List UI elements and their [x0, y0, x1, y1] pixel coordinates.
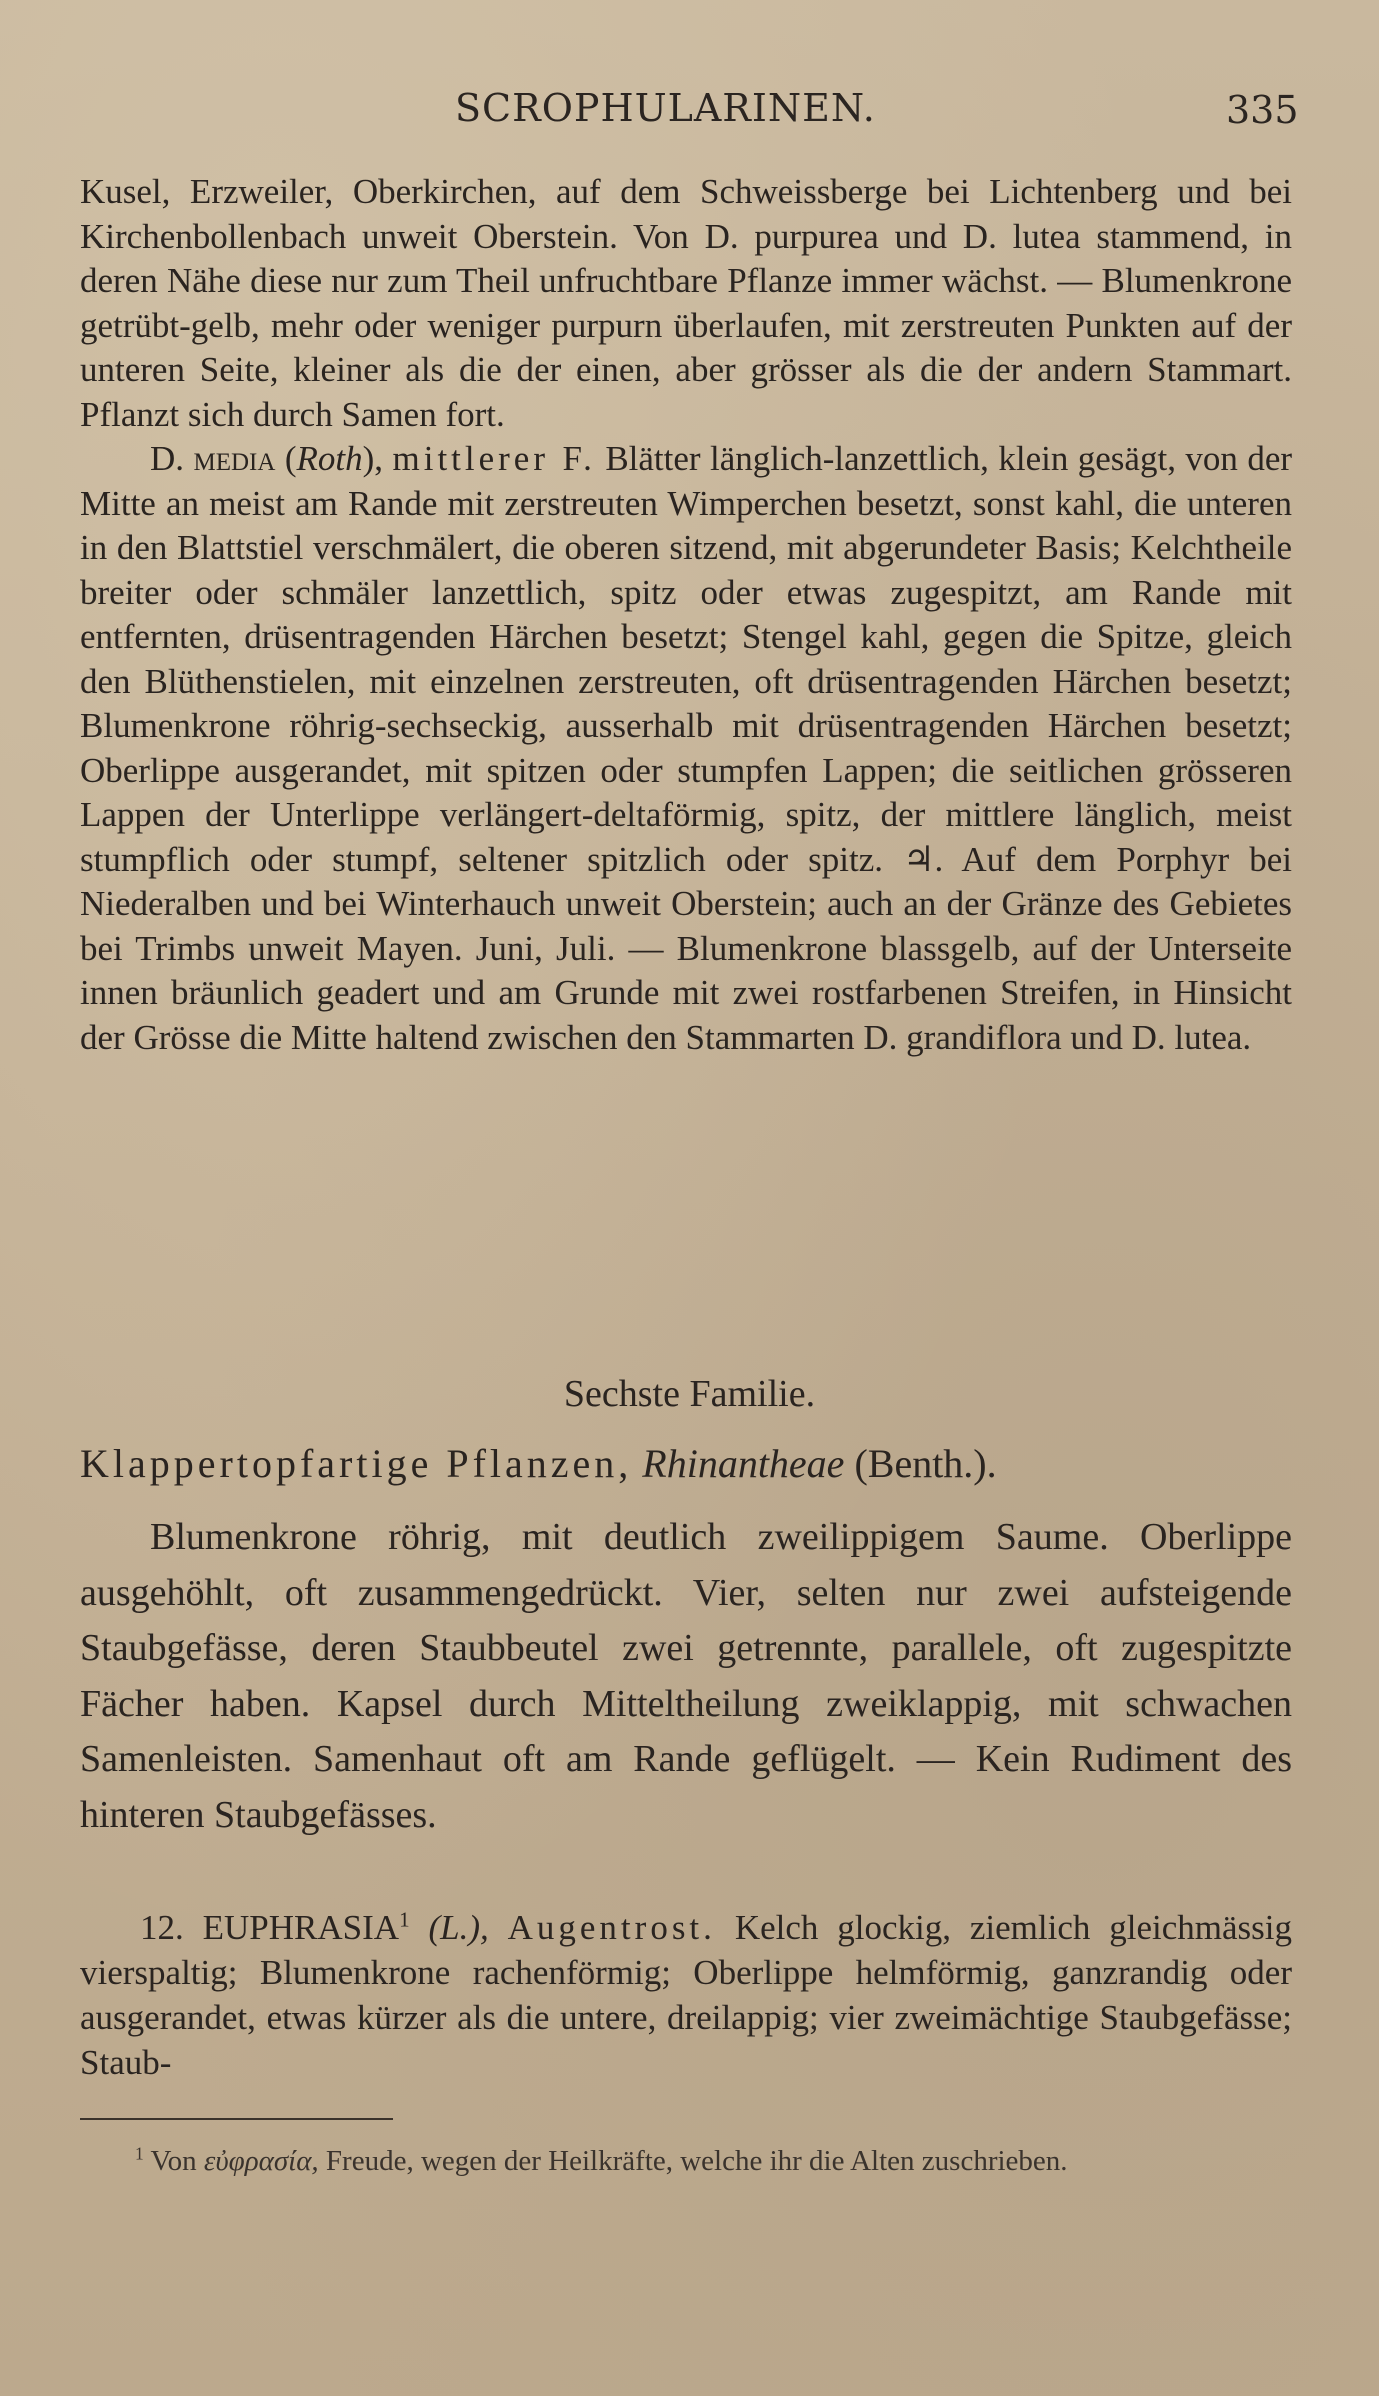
page-number: 335	[1226, 88, 1299, 132]
family-description-text: Blumenkrone röhrig, mit deutlich zweilippigem Saume. Oberlippe ausgehöhlt, oft zusammengedrückt. Vier, selten nur zwei aufsteigende Staubgefässe, deren Staubbeutel zwei getrennte, parallele, oft zugespitzte Fächer haben. Kapsel durch Mitteltheilung zweiklappig, mit schwachen Samenleisten. Samenhaut oft am Rande geflügelt. — Kein Rudiment des hinteren Staubgefässes.	[80, 1516, 1292, 1836]
species-name: media	[193, 439, 276, 478]
continued-species-text	[80, 170, 1292, 1060]
running-title: SCROPHULARINEN.	[455, 86, 876, 130]
family-latin-name: Rhinantheae	[642, 1441, 845, 1486]
family-heading: Sechste Familie.	[563, 1373, 816, 1415]
paragraph-hybrid-description: Kusel, Erzweiler, Oberkirchen, auf dem Schweissberge bei Lichtenberg und bei Kirchenbollenbach unweit Oberstein. Von D. purpurea und D. lutea stammend, in deren Nähe diese nur zum Theil unfruchtbare Pflanze immer wächst. — Blumenkrone getrübt-gelb, mehr oder weniger purpurn überlaufen, mit zerstreuten Punkten auf der unteren Seite, kleiner als die der einen, aber grösser als die der andern Stammart. Pflanzt sich durch Samen fort.	[80, 172, 1292, 434]
species-author: Roth	[296, 439, 363, 478]
footnote-divider	[80, 2118, 393, 2120]
footnote-reference: 1	[399, 1907, 410, 1932]
family-name-line	[80, 1440, 1310, 1487]
family-description	[80, 1510, 1292, 1843]
footnote	[80, 2140, 1292, 2182]
species-description: Blätter länglich-lanzettlich, klein gesägt, von der Mitte an meist am Rande mit zerstreuten Wimperchen besetzt, sonst kahl, die unteren in den Blattstiel verschmälert, die oberen sitzend, mit abgerundeter Basis; Kelchtheile breiter oder schmäler lanzettlich, spitz oder etwas zugespitzt, am Rande mit entfernten, drüsentragenden Härchen besetzt; Stengel kahl, gegen die Spitze, gleich den Blüthenstielen, mit einzelnen zerstreuten, oft drüsentragenden Härchen besetzt; Blumenkrone röhrig-sechseckig, ausserhalb mit drüsentragenden Härchen besetzt; Oberlippe ausgerandet, mit spitzen oder stumpfen Lappen; die seitlichen grösseren Lappen der Unterlippe verlängert-deltaförmig, spitz, der mittlere länglich, meist stumpflich oder stumpf, seltener spitzlich oder spitz. ♃. Auf dem Porphyr bei Niederalben und bei Winterhauch unweit Oberstein; auch an der Gränze des Gebietes bei Trimbs unweit Mayen. Juni, Juli. — Blumenkrone blassgelb, auf der Unterseite innen bräunlich geadert und am Grunde mit zwei rostfarbenen Streifen, in Hinsicht der Grösse die Mitte haltend zwischen den Stammarten D. grandiflora und D. lutea.	[80, 439, 1293, 1057]
genus-paragraph	[80, 1905, 1292, 2085]
genus-common-name: Augentrost.	[507, 1908, 716, 1947]
common-name: mittlerer F.	[392, 439, 596, 478]
genus-author: (L.),	[428, 1908, 489, 1947]
genus-abbrev: D.	[150, 439, 185, 478]
footnote-greek-word: εὐφρασία,	[203, 2145, 319, 2177]
footnote-explanation: Freude, wegen der Heilkräfte, welche ihr die Alten zuschrieben.	[325, 2145, 1068, 2177]
footnote-prefix: Von	[150, 2145, 197, 2177]
footnote-text	[80, 2140, 1292, 2182]
family-author: (Benth.).	[854, 1441, 997, 1486]
footnote-marker: 1	[135, 2143, 144, 2164]
genus-number-name: 12. EUPHRASIA	[140, 1908, 400, 1947]
genus-description: Kelch glockig, ziemlich gleichmässig vierspaltig; Blumenkrone rachenförmig; Oberlippe helmförmig, ganzrandig oder ausgerandet, etwas kürzer als die untere, dreilappig; vier zweimächtige Staubgefässe; Staub-	[80, 1908, 1293, 2082]
family-common-name: Klappertopfartige Pflanzen,	[80, 1441, 633, 1486]
paragraph-digitalis-media: D. media (Roth), mittlerer F. Blätter länglich-lanzettlich, klein gesägt, von der Mitte an meist am Rande mit zerstreuten Wimperchen besetzt, sonst kahl, die unteren in den Blattstiel verschmälert, die oberen sitzend, mit abgerundeter Basis; Kelchtheile breiter oder schmäler lanzettlich, spitz oder etwas zugespitzt, am Rande mit entfernten, drüsentragenden Härchen besetzt; Stengel kahl, gegen die Spitze, gleich den Blüthenstielen, mit einzelnen zerstreuten, oft drüsentragenden Härchen besetzt; Blumenkrone röhrig-sechseckig, ausserhalb mit drüsentragenden Härchen besetzt; Oberlippe ausgerandet, mit spitzen oder stumpfen Lappen; die seitlichen grösseren Lappen der Unterlippe verlängert-deltaförmig, spitz, der mittlere länglich, meist stumpflich oder stumpf, seltener spitzlich oder spitz. ♃. Auf dem Porphyr bei Niederalben und bei Winterhauch unweit Oberstein; auch an der Gränze des Gebietes bei Trimbs unweit Mayen. Juni, Juli. — Blumenkrone blassgelb, auf der Unterseite innen bräunlich geadert und am Grunde mit zwei rostfarbenen Streifen, in Hinsicht der Grösse die Mitte haltend zwischen den Stammarten D. grandiflora und D. lutea.	[80, 439, 1293, 1057]
genus-entry	[80, 1905, 1292, 2085]
